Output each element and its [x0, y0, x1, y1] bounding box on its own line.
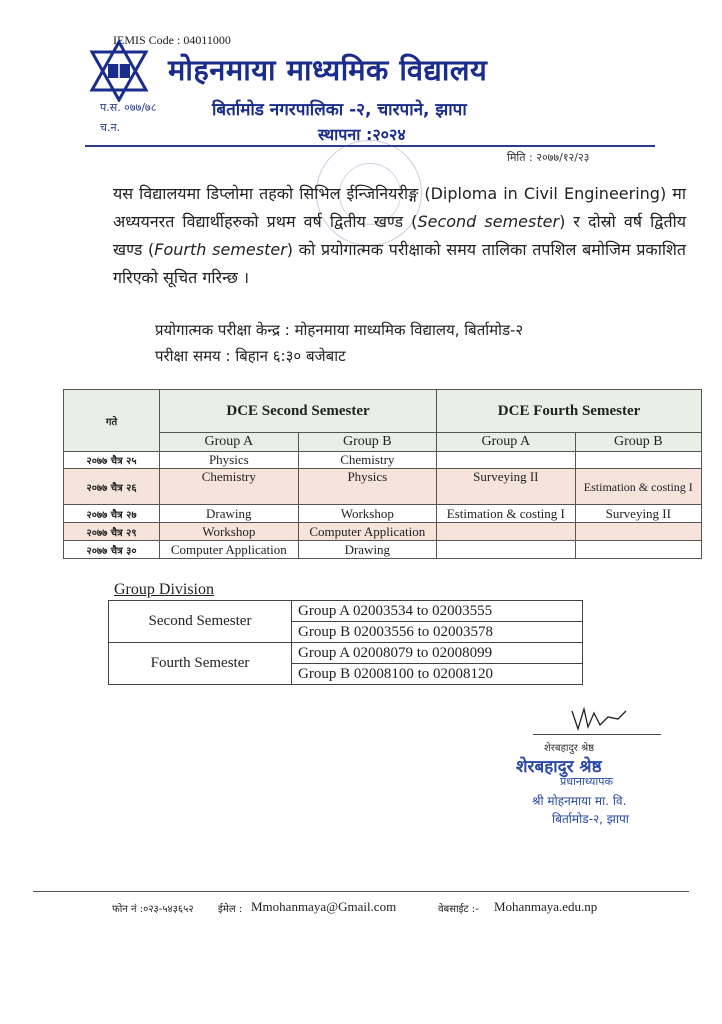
cell-s4b — [575, 541, 701, 559]
notice-text-2: ) र दोस्रो वर्ष द्वितीय खण्ड ( — [113, 212, 686, 259]
signatory-school: श्री मोहनमाया मा. वि. — [532, 794, 627, 808]
fourth-semester-label: Fourth Semester — [109, 643, 292, 685]
cell-s2a: Physics — [160, 452, 299, 469]
group-division-table — [108, 600, 583, 685]
cell-s4b — [575, 452, 701, 469]
cell-s2b: Workshop — [298, 505, 437, 523]
table-row — [64, 469, 702, 505]
cell-s4a: Surveying II — [437, 469, 576, 505]
cell-s4a: Estimation & costing I — [437, 505, 576, 523]
table-row — [109, 601, 583, 622]
cell-s2b: Chemistry — [298, 452, 437, 469]
table-row — [64, 452, 702, 469]
cell-s4b: Estimation & costing I — [575, 469, 701, 505]
iemis-code: IEMIS Code : 04011000 — [113, 33, 231, 47]
footer-website-label: वेबसाईट :- — [438, 904, 479, 915]
cell-s2a: Computer Application — [160, 541, 299, 559]
row-date: २०७७ चैत्र २५ — [64, 452, 160, 469]
cell-s2a: Chemistry — [160, 469, 299, 505]
row-date: २०७७ चैत्र २७ — [64, 505, 160, 523]
schedule-table — [63, 389, 702, 559]
notice-text-1: यस विद्यालयमा डिप्लोमा तहको सिभिल ईन्जिनियरीङ्ग (Diploma in Civil Engineering) मा अध्ययनरत विद्यार्थीहरुको प्रथम वर्ष द्वितीय खण्ड ( — [113, 184, 686, 231]
cell-s2a: Workshop — [160, 523, 299, 541]
cn-number: च.न. — [100, 121, 121, 134]
row-date: २०७७ चैत्र २६ — [64, 469, 160, 505]
established-year: स्थापना :२०२४ — [318, 125, 406, 144]
footer-divider — [33, 891, 689, 892]
footer-email[interactable]: Mmohanmaya@Gmail.com — [251, 899, 397, 914]
exam-time: परीक्षा समय : बिहान ६:३० बजेबाट — [155, 347, 346, 365]
cell-s4b: Surveying II — [575, 505, 701, 523]
s2-group-a-range: Group A 02003534 to 02003555 — [292, 601, 583, 622]
table-row — [64, 523, 702, 541]
notice-date: मिति : २०७७/१२/२३ — [507, 151, 590, 164]
notice-paragraph — [113, 180, 686, 292]
table-row — [64, 541, 702, 559]
row-date: २०७७ चैत्र ३० — [64, 541, 160, 559]
sem4-header: DCE Fourth Semester — [437, 390, 702, 433]
sem4-group-b-header: Group B — [575, 433, 701, 452]
school-name: मोहनमाया माध्यमिक विद्यालय — [168, 53, 488, 87]
s4-group-a-range: Group A 02008079 to 02008099 — [292, 643, 583, 664]
signatory-name: शेरबहादुर श्रेष्ठ — [544, 743, 595, 754]
cell-s4a — [437, 523, 576, 541]
signatory-stamp-name: शेरबहादुर श्रेष्ठ — [516, 757, 602, 777]
sem2-group-b-header: Group B — [298, 433, 437, 452]
cell-s2a: Drawing — [160, 505, 299, 523]
notice-italic-2: Fourth semester — [154, 240, 287, 259]
cell-s2b: Drawing — [298, 541, 437, 559]
signatory-post: प्रधानाध्यापक — [560, 775, 613, 788]
cell-s2b: Computer Application — [298, 523, 437, 541]
row-date: २०७७ चैत्र २९ — [64, 523, 160, 541]
table-row — [109, 643, 583, 664]
cell-s2b: Physics — [298, 469, 437, 505]
sem4-group-a-header: Group A — [437, 433, 576, 452]
s4-group-b-range: Group B 02008100 to 02008120 — [292, 664, 583, 685]
signatory-address: बिर्तामोड-२, झापा — [552, 812, 629, 826]
cell-s4b — [575, 523, 701, 541]
school-address: बिर्तामोड नगरपालिका -२, चारपाने, झापा — [212, 100, 467, 120]
second-semester-label: Second Semester — [109, 601, 292, 643]
sem2-header: DCE Second Semester — [160, 390, 437, 433]
footer-phone: फोन नं :०२३-५४३६५२ — [112, 904, 194, 915]
sem2-group-a-header: Group A — [160, 433, 299, 452]
table-row — [64, 505, 702, 523]
s2-group-b-range: Group B 02003556 to 02003578 — [292, 622, 583, 643]
cell-s4a — [437, 452, 576, 469]
exam-center: प्रयोगात्मक परीक्षा केन्द्र : मोहनमाया माध्यमिक विद्यालय, बिर्तामोड-२ — [155, 321, 524, 339]
date-header: गते — [64, 390, 160, 452]
notice-italic-1: Second semester — [417, 212, 560, 231]
ps-number: प.स. ०७७/७८ — [100, 101, 157, 114]
group-division-title: Group Division — [114, 581, 214, 598]
footer-email-label: ईमेल : — [218, 904, 243, 915]
signature-scribble — [568, 703, 630, 733]
signature-line — [533, 734, 661, 735]
footer-website[interactable]: Mohanmaya.edu.np — [494, 899, 598, 914]
cell-s4a — [437, 541, 576, 559]
notice-text-3: ) को प्रयोगात्मक परीक्षाको समय तालिका तपशिल बमोजिम प्रकाशित गरिएको सूचित गरिन्छ । — [113, 240, 686, 287]
school-logo-icon — [88, 40, 150, 102]
